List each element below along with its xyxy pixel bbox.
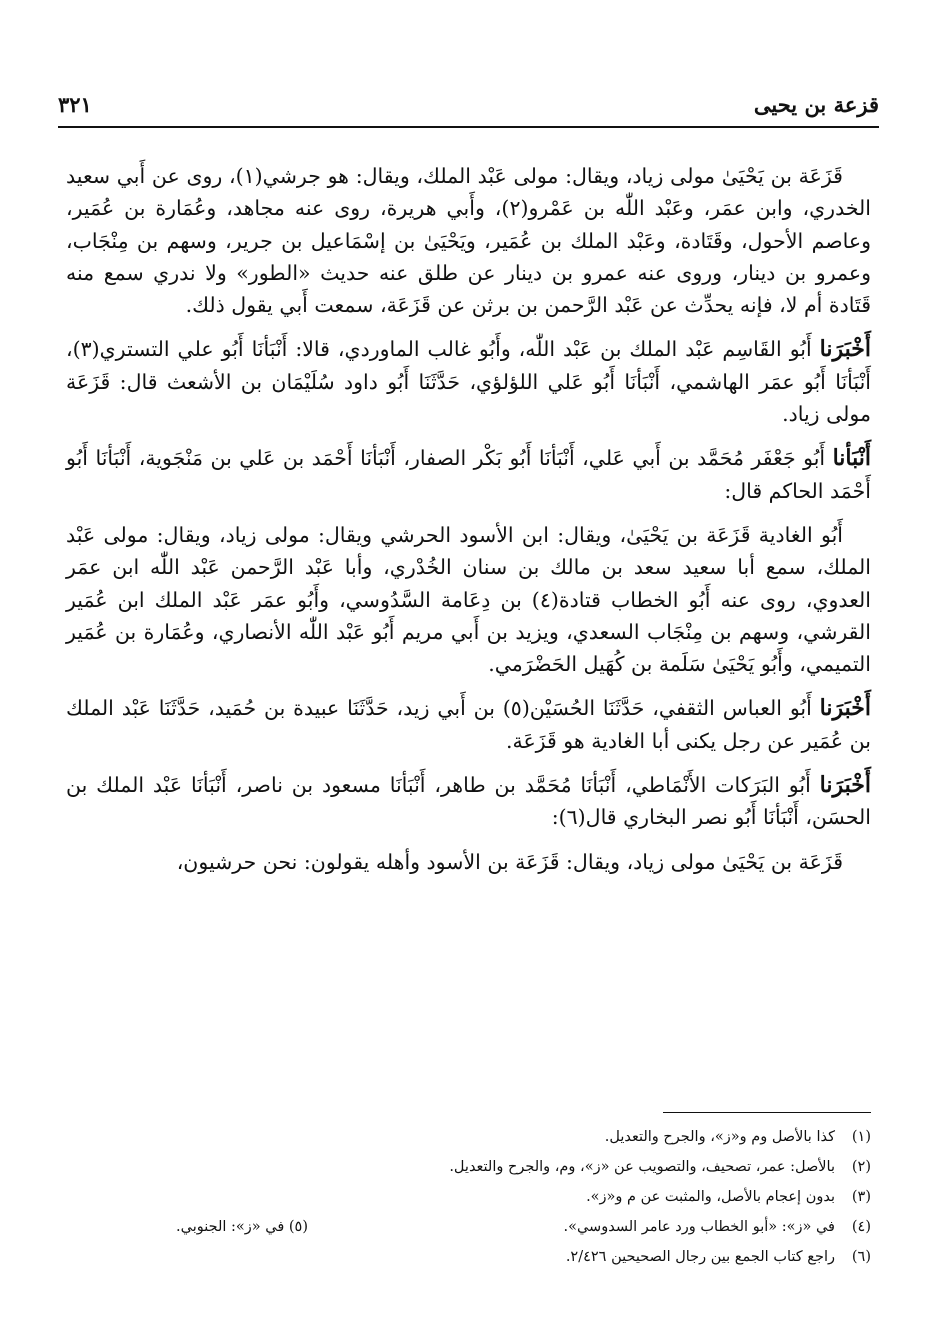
- footnote-text: بالأصل: عمر، تصحيف، والتصويب عن «ز»، وم، والجرح والتعديل.: [449, 1159, 835, 1175]
- paragraph: [66, 692, 871, 757]
- footnote: [66, 1122, 871, 1152]
- footnote-number: (٤): [851, 1219, 871, 1235]
- footnote-rule: [663, 1112, 871, 1113]
- paragraph-text: قَزَعَة بن يَحْيَىٰ مولى زياد، ويقال: قَزَعَة بن الأسود وأهله يقولون: نحن حرشيون،: [176, 849, 843, 874]
- running-title: قزعة بن يحيى: [753, 92, 879, 117]
- paragraph: [66, 442, 871, 507]
- footnote-text: في «ز»: «أبو الخطاب ورد عامر السدوسي».: [563, 1219, 835, 1235]
- footnote-text: كذا بالأصل وم و«ز»، والجرح والتعديل.: [604, 1129, 835, 1145]
- header-rule: [58, 126, 879, 128]
- footnote-number: (٣): [851, 1189, 871, 1205]
- paragraph-text: أَبُو جَعْفَر مُحَمَّد بن أَبي عَلي، أَنْبَأنَا أَبُو بَكْر الصفار، أَنْبَأنَا أَحْمَد بن عَلي بن مَنْجَوية، أَنْبَأنَا أَبُو أَحْمَد الحاكم قال:: [66, 446, 871, 503]
- footnote: [66, 1182, 871, 1212]
- paragraph-text: أَبُو العباس الثقفي، حَدَّثَنَا الحُسَيْن(٥) بن أَبي زيد، حَدَّثَنَا عبيدة بن حُمَيد، حَدَّثَنَا عَبْد الملك بن عُمَير عن رجل يكنى أبا الغادية هو قَزَعَة.: [66, 696, 871, 753]
- narration-keyword: أَخْبَرَنا: [819, 695, 871, 722]
- footnote-number: (١): [851, 1129, 871, 1145]
- paragraph: [66, 160, 871, 321]
- paragraph-text: أَبُو الغادية قَزَعَة بن يَحْيَىٰ، ويقال: ابن الأسود الحرشي ويقال: مولى زياد، ويقال: مولى عَبْد الملك، سمع أبا سعيد سعد بن مالك بن سنان الخُدْري، وأبا عَبْد الرَّحمن عَبْد اللّٰه ابن عمَر العدوي، روى عنه أَبُو الخطاب قتادة(٤) بن دِعَامة السَّدُوسي، وأَبُو عمَر عَبْد الملك ابن عُمَير القرشي، وسهم بن مِنْجَاب السعدي، ويزيد بن أَبي مريم أَبُو عَبْد اللّٰه الأنصاري، وعُمَارة بن عُمَير التميمي، وأَبُو يَحْيَىٰ سَلَمة بن كُهَيل الحَضْرَمي.: [66, 522, 871, 677]
- footnotes: [66, 1122, 871, 1272]
- footnote: [66, 1152, 871, 1182]
- main-text: [66, 160, 871, 890]
- page-number: ٣٢١: [58, 92, 92, 117]
- narration-keyword: أَخْبَرَنا: [819, 336, 871, 363]
- paragraph-text: أَبُو القَاسِم عَبْد الملك بن عَبْد اللّٰه، وأَبُو غالب الماوردي، قالا: أَنْبَأنَا أَبُو علي التستري(٣)، أَنْبَأنَا أَبُو عمَر الهاشمي، أَنْبَأنَا أَبُو عَلي اللؤلؤي، حَدَّثَنَا أَبُو داود سُلَيْمَان بن الأشعث قال: قَزَعَة مولى زياد.: [66, 337, 871, 427]
- footnote-text: راجع كتاب الجمع بين رجال الصحيحين ٢/٤٢٦.: [565, 1249, 835, 1265]
- footnote-number: (٦): [851, 1249, 871, 1265]
- paragraph: [66, 769, 871, 834]
- footnote: [66, 1212, 871, 1242]
- paragraph: [66, 846, 871, 878]
- paragraph: [66, 519, 871, 680]
- page-header: [58, 92, 879, 122]
- footnote-text: بدون إعجام بالأصل، والمثبت عن م و«ز».: [586, 1189, 835, 1205]
- footnote-number: (٢): [851, 1159, 871, 1175]
- narration-keyword: أَنْبَأنا: [832, 445, 871, 472]
- paragraph: [66, 333, 871, 430]
- paragraph-text: قَزَعَة بن يَحْيَىٰ مولى زياد، ويقال: مولى عَبْد الملك، ويقال: هو جرشي(١)، روى عن أَبي سعيد الخدري، وابن عمَر، وعَبْد اللّٰه بن عَمْرو(٢)، وأَبي هريرة، روى عنه مجاهد، وعُمَارة بن عُمَير، وعاصم الأحول، وقَتَادة، وعَبْد الملك بن عُمَير، ويَحْيَىٰ بن إسْمَاعيل بن جرير، وسهم بن مِنْجَاب، وعمرو بن دينار، وروى عنه عمرو بن دينار عن طلق عنه حديث «الطور» ولا ندري سمع منه قَتَادة أم لا، فإنه يحدِّث عن عَبْد الرَّحمن بن برثن عن قَزَعَة، سمعت أَبي يقول ذلك.: [66, 164, 872, 318]
- footnote: [66, 1242, 871, 1272]
- paragraph-text: أَبُو البَرَكات الأَنْمَاطي، أَنْبَأنَا مُحَمَّد بن طاهر، أَنْبَأنَا مسعود بن ناصر، أَنْبَأنَا عَبْد الملك بن الحسَن، أَنْبَأنَا أَبُو نصر البخاري قال(٦):: [66, 773, 871, 830]
- narration-keyword: أَخْبَرَنا: [819, 772, 871, 799]
- footnote-inline: (٥) في «ز»: الجنوبي.: [176, 1219, 309, 1235]
